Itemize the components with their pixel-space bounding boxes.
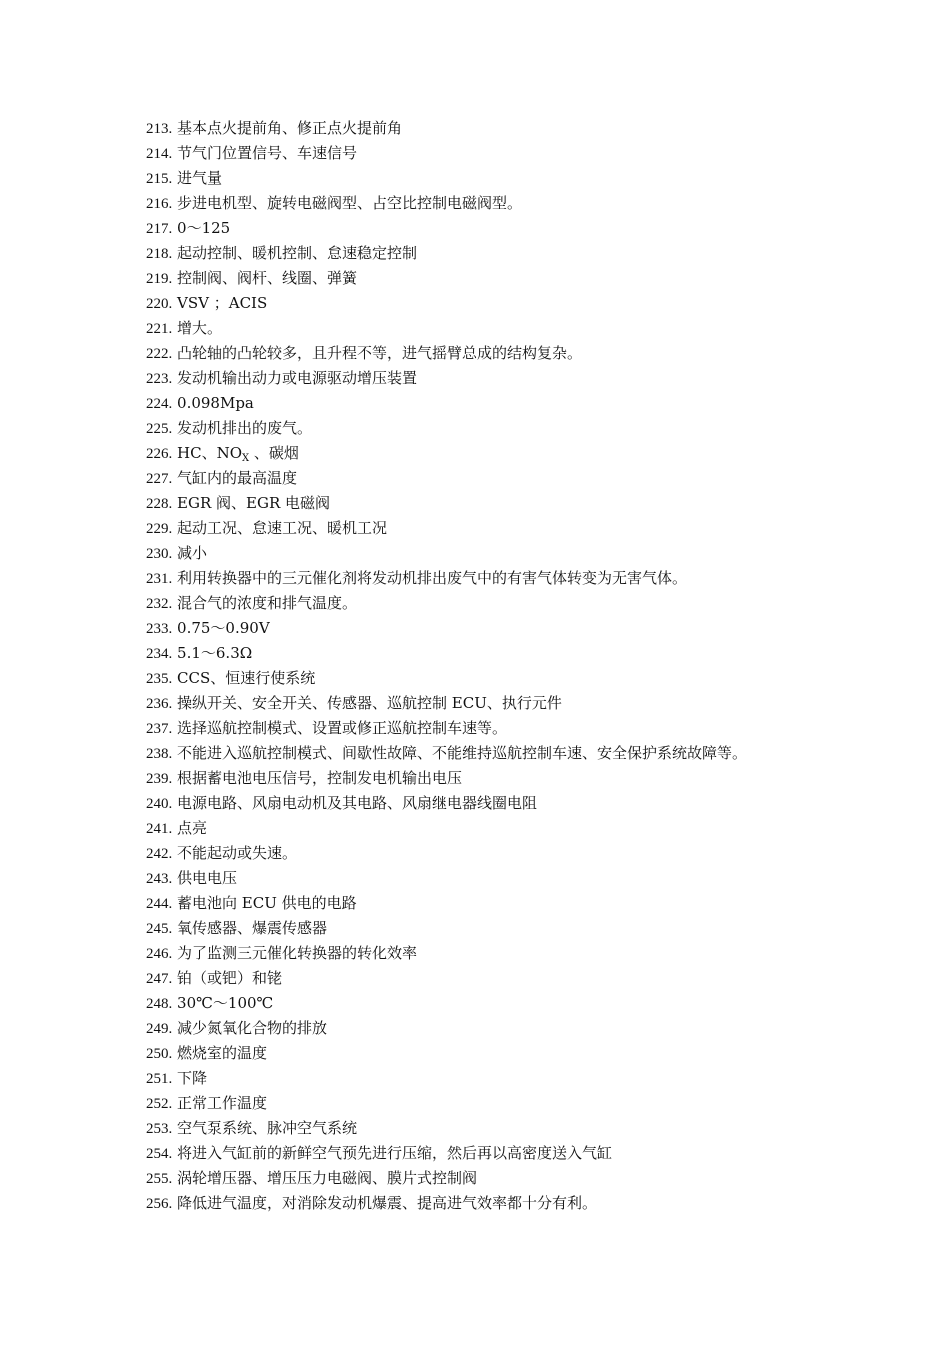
- answer-number: 229.: [146, 521, 173, 537]
- answer-item: [146, 416, 926, 441]
- answer-number: 243.: [146, 871, 173, 887]
- answer-item: [146, 141, 926, 166]
- answer-text: HC、NO: [177, 444, 243, 462]
- answer-text: 发动机输出动力或电源驱动增压装置: [177, 369, 418, 387]
- answer-number: 236.: [146, 696, 173, 712]
- answer-text: 铂（或钯）和铑: [177, 969, 283, 987]
- answer-text: 利用转换器中的三元催化剂将发动机排出废气中的有害气体转变为无害气体。: [177, 569, 688, 587]
- answer-text: 正常工作温度: [177, 1094, 268, 1112]
- answer-text: 氧传感器、爆震传感器: [177, 919, 328, 937]
- answer-number: 251.: [146, 1071, 173, 1087]
- answer-item: [146, 241, 926, 266]
- answer-text: 混合气的浓度和排气温度。: [177, 594, 358, 612]
- answer-number: 218.: [146, 246, 173, 262]
- answer-item: [146, 666, 926, 691]
- answer-number: 242.: [146, 846, 173, 862]
- answer-number: 241.: [146, 821, 173, 837]
- answer-number: 214.: [146, 146, 173, 162]
- answer-number: 223.: [146, 371, 173, 387]
- answer-number: 248.: [146, 996, 173, 1012]
- answer-text: 电源电路、风扇电动机及其电路、风扇继电器线圈电阻: [177, 794, 538, 812]
- answer-number: 247.: [146, 971, 173, 987]
- answer-item: [146, 116, 926, 141]
- answer-subscript: X: [242, 453, 250, 464]
- answer-text: 不能起动或失速。: [177, 844, 298, 862]
- answer-number: 253.: [146, 1121, 173, 1137]
- answer-item: [146, 1091, 926, 1116]
- answer-text: 0～125: [177, 219, 231, 237]
- answer-number: 227.: [146, 471, 173, 487]
- answer-item: [146, 466, 926, 491]
- answer-item: [146, 191, 926, 216]
- answer-item: [146, 491, 926, 516]
- answer-text: VSV ；ACIS: [177, 294, 268, 312]
- answer-item: [146, 716, 926, 741]
- answer-item: [146, 266, 926, 291]
- answer-number: 234.: [146, 646, 173, 662]
- answer-text: 凸轮轴的凸轮较多，且升程不等，进气摇臂总成的结构复杂。: [177, 344, 583, 362]
- answer-text: 供电电压: [177, 869, 238, 887]
- answer-text: 操纵开关、安全开关、传感器、巡航控制 ECU、执行元件: [177, 694, 562, 712]
- answer-text: 起动工况、怠速工况、暖机工况: [177, 519, 388, 537]
- answer-number: 228.: [146, 496, 173, 512]
- answer-text: 选择巡航控制模式、设置或修正巡航控制车速等。: [177, 719, 508, 737]
- answer-item: [146, 966, 926, 991]
- answer-item: [146, 941, 926, 966]
- answer-text: 进气量: [177, 169, 223, 187]
- answer-item: [146, 541, 926, 566]
- answer-number: 233.: [146, 621, 173, 637]
- answer-number: 216.: [146, 196, 173, 212]
- answer-item: [146, 441, 926, 466]
- answer-number: 239.: [146, 771, 173, 787]
- answer-text: 30℃～100℃: [177, 994, 274, 1012]
- answer-number: 221.: [146, 321, 173, 337]
- answer-item: [146, 916, 926, 941]
- answer-item: [146, 391, 926, 416]
- answer-text: CCS、恒速行使系统: [177, 669, 316, 687]
- answer-number: 256.: [146, 1196, 173, 1212]
- answer-item: [146, 841, 926, 866]
- answer-text: 发动机排出的废气。: [177, 419, 313, 437]
- answer-text: 点亮: [177, 819, 208, 837]
- answer-number: 249.: [146, 1021, 173, 1037]
- answer-number: 231.: [146, 571, 173, 587]
- answer-item: [146, 791, 926, 816]
- answer-text: 涡轮增压器、增压压力电磁阀、膜片式控制阀: [177, 1169, 478, 1187]
- answer-text: 空气泵系统、脉冲空气系统: [177, 1119, 358, 1137]
- answer-item: [146, 891, 926, 916]
- answer-text: 为了监测三元催化转换器的转化效率: [177, 944, 418, 962]
- answer-item: [146, 766, 926, 791]
- answer-number: 220.: [146, 296, 173, 312]
- answer-text: 0.75～0.90V: [177, 619, 270, 637]
- answer-number: 246.: [146, 946, 173, 962]
- answer-text: 减小: [177, 544, 208, 562]
- answer-item: [146, 166, 926, 191]
- answer-item: [146, 516, 926, 541]
- answer-text: 降低进气温度，对消除发动机爆震、提高进气效率都十分有利。: [177, 1194, 598, 1212]
- answer-number: 224.: [146, 396, 173, 412]
- answer-number: 252.: [146, 1096, 173, 1112]
- answer-item: [146, 1016, 926, 1041]
- answer-list: [146, 116, 926, 1216]
- answer-number: 240.: [146, 796, 173, 812]
- answer-text: 0.098Mpa: [177, 394, 254, 412]
- answer-item: [146, 1191, 926, 1216]
- answer-item: [146, 1116, 926, 1141]
- answer-number: 222.: [146, 346, 173, 362]
- answer-number: 235.: [146, 671, 173, 687]
- answer-text: EGR 阀、EGR 电磁阀: [177, 494, 331, 512]
- answer-text: 不能进入巡航控制模式、间歇性故障、不能维持巡航控制车速、安全保护系统故障等。: [177, 744, 748, 762]
- answer-number: 226.: [146, 446, 173, 462]
- answer-text: 、碳烟: [249, 444, 299, 462]
- answer-item: [146, 866, 926, 891]
- answer-text: 将进入气缸前的新鲜空气预先进行压缩，然后再以高密度送入气缸: [177, 1144, 613, 1162]
- answer-text: 下降: [177, 1069, 208, 1087]
- answer-item: [146, 316, 926, 341]
- answer-item: [146, 1066, 926, 1091]
- answer-item: [146, 341, 926, 366]
- answer-text: 5.1～6.3Ω: [177, 644, 253, 662]
- answer-text: 减少氮氧化合物的排放: [177, 1019, 328, 1037]
- answer-item: [146, 366, 926, 391]
- answer-number: 237.: [146, 721, 173, 737]
- answer-item: [146, 641, 926, 666]
- answer-item: [146, 616, 926, 641]
- answer-text: 蓄电池向 ECU 供电的电路: [177, 894, 357, 912]
- answer-text: 基本点火提前角、修正点火提前角: [177, 119, 403, 137]
- answer-text: 燃烧室的温度: [177, 1044, 268, 1062]
- answer-item: [146, 816, 926, 841]
- answer-item: [146, 591, 926, 616]
- answer-number: 215.: [146, 171, 173, 187]
- answer-text: 节气门位置信号、车速信号: [177, 144, 358, 162]
- answer-number: 245.: [146, 921, 173, 937]
- answer-number: 213.: [146, 121, 173, 137]
- answer-item: [146, 741, 926, 766]
- answer-number: 255.: [146, 1171, 173, 1187]
- answer-number: 230.: [146, 546, 173, 562]
- answer-item: [146, 991, 926, 1016]
- answer-item: [146, 1141, 926, 1166]
- answer-number: 244.: [146, 896, 173, 912]
- answer-item: [146, 566, 926, 591]
- answer-number: 254.: [146, 1146, 173, 1162]
- answer-number: 250.: [146, 1046, 173, 1062]
- answer-text: 起动控制、暖机控制、怠速稳定控制: [177, 244, 418, 262]
- answer-text: 步进电机型、旋转电磁阀型、占空比控制电磁阀型。: [177, 194, 523, 212]
- answer-text: 气缸内的最高温度: [177, 469, 298, 487]
- answer-text: 增大。: [177, 319, 223, 337]
- answer-number: 238.: [146, 746, 173, 762]
- answer-text: 根据蓄电池电压信号，控制发电机输出电压: [177, 769, 463, 787]
- answer-number: 225.: [146, 421, 173, 437]
- answer-item: [146, 216, 926, 241]
- answer-number: 219.: [146, 271, 173, 287]
- answer-item: [146, 1166, 926, 1191]
- answer-number: 232.: [146, 596, 173, 612]
- answer-item: [146, 1041, 926, 1066]
- answer-text: 控制阀、阀杆、线圈、弹簧: [177, 269, 358, 287]
- answer-number: 217.: [146, 221, 173, 237]
- answer-item: [146, 291, 926, 316]
- answer-item: [146, 691, 926, 716]
